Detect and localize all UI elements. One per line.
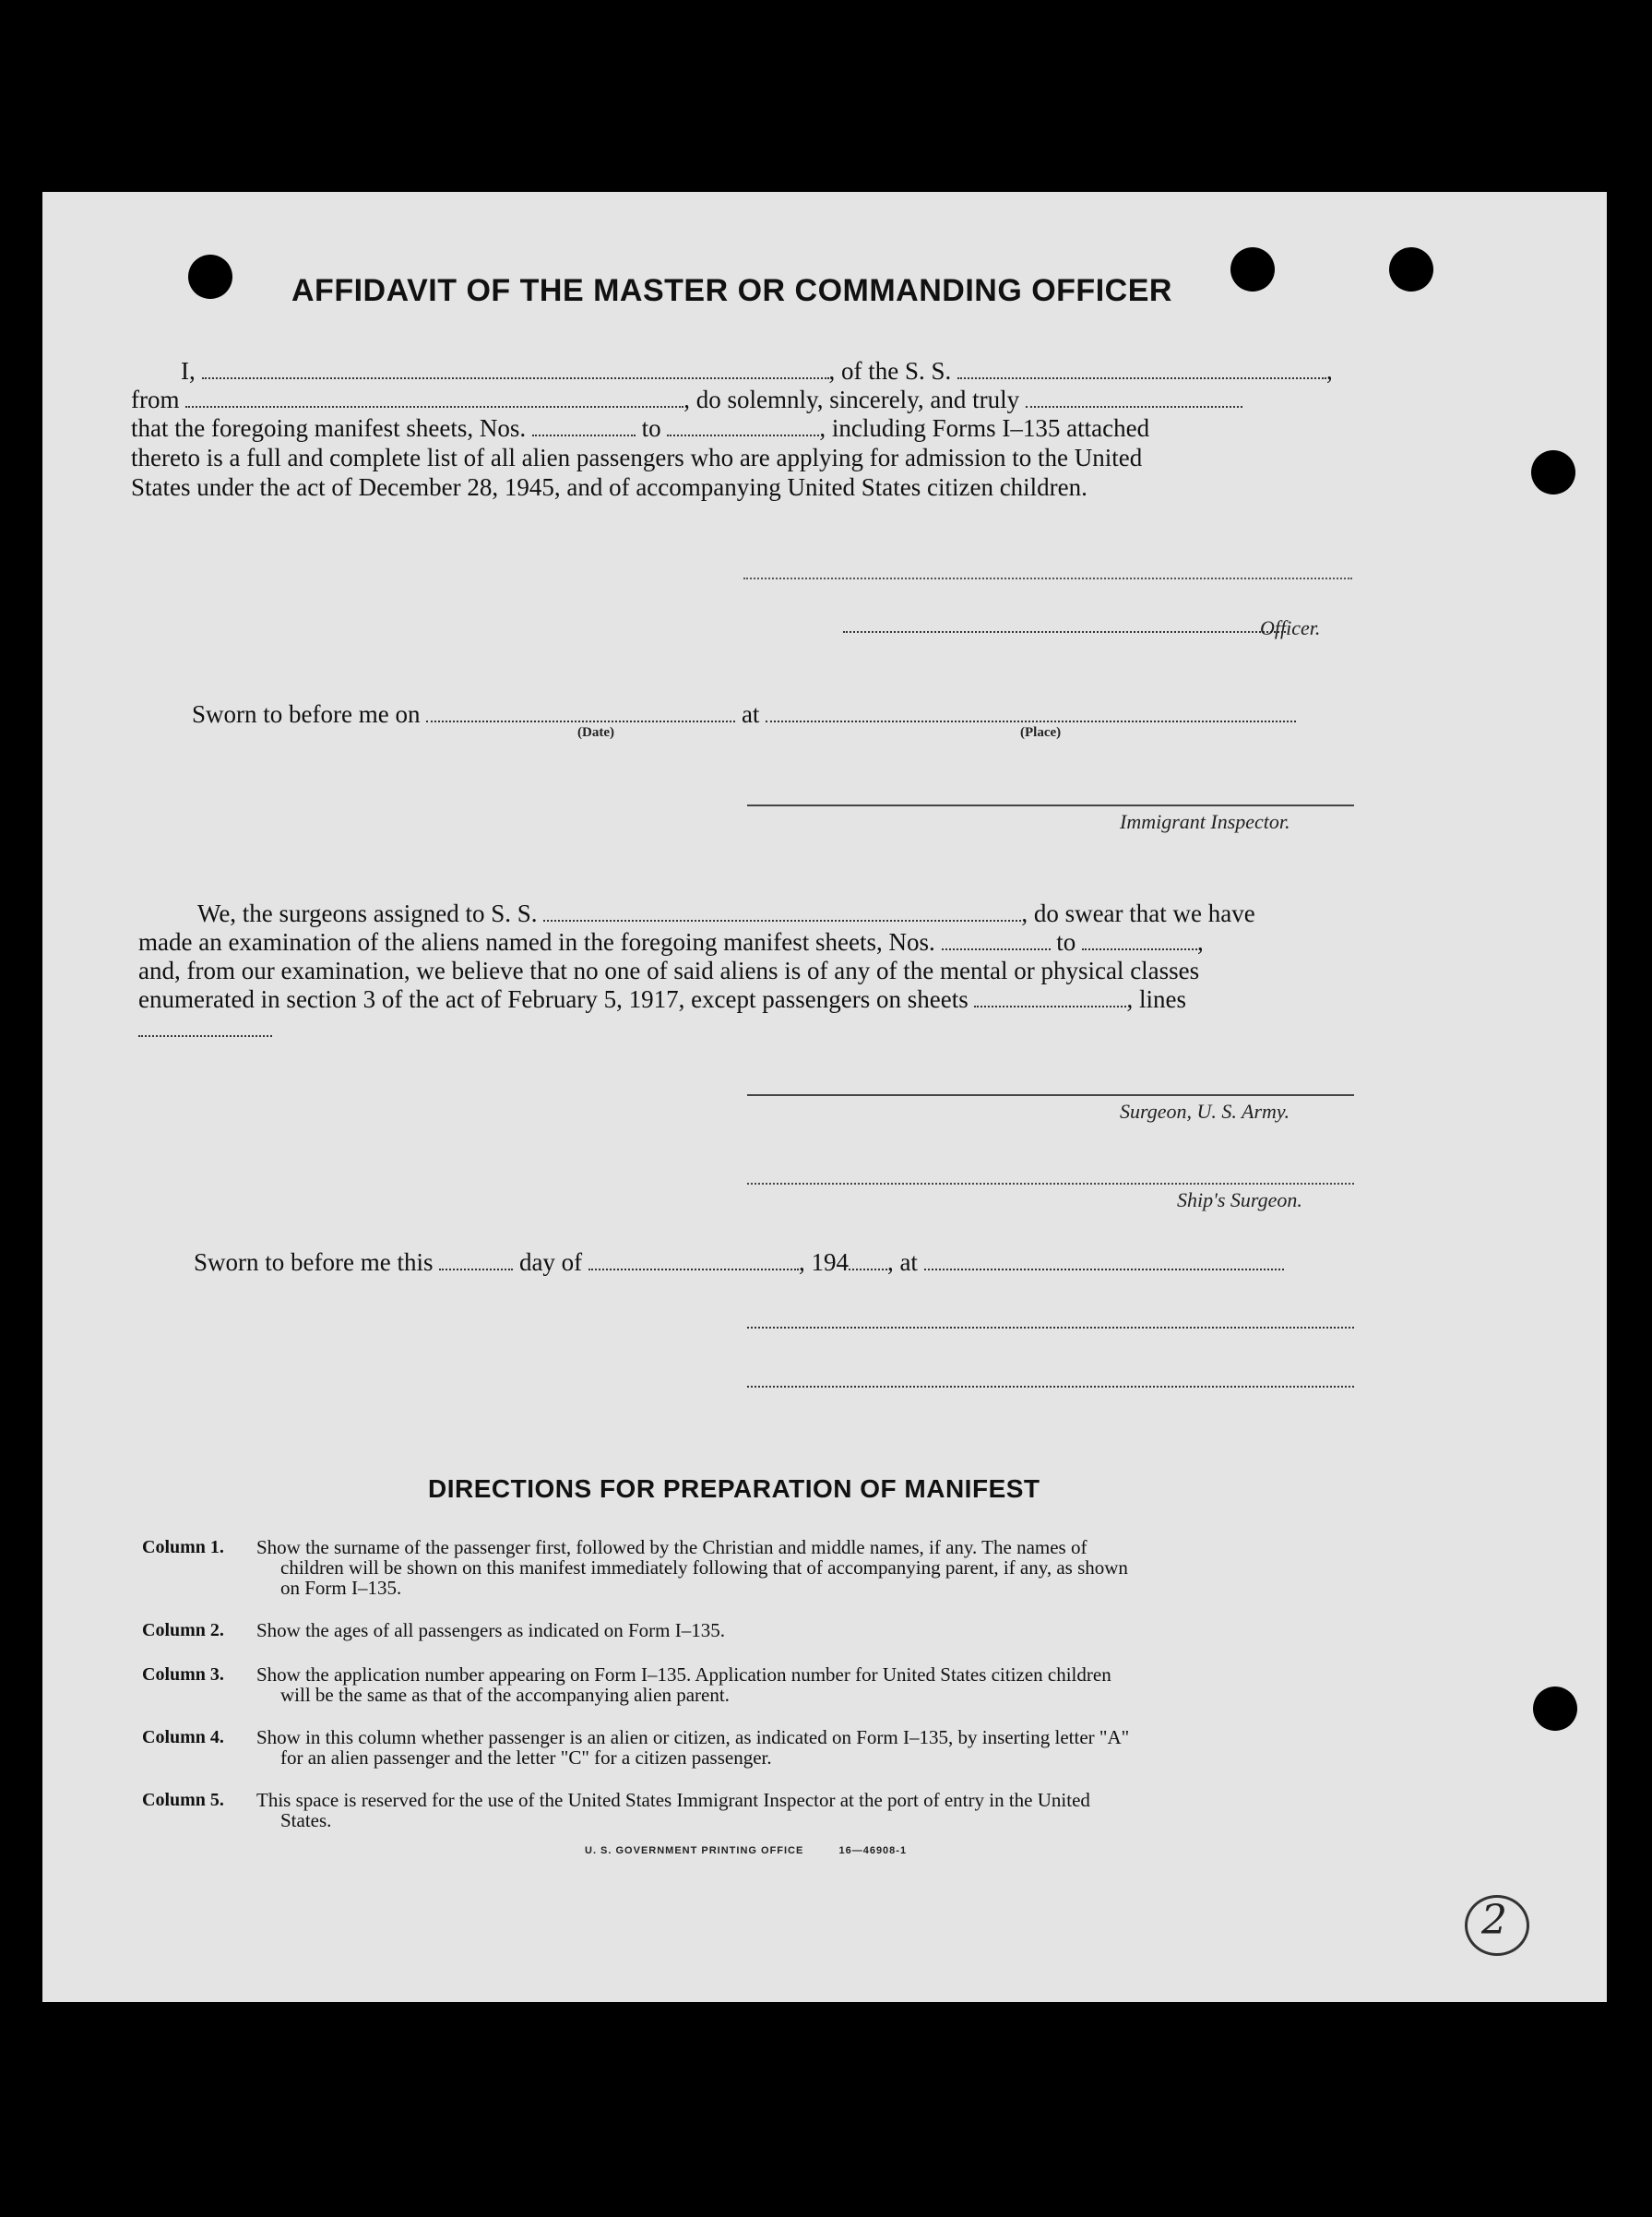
printing-footer (585, 1845, 907, 1856)
comma-2: , (1197, 928, 1204, 956)
place-field[interactable] (766, 713, 1296, 722)
affidavit-title: AFFIDAVIT OF THE MASTER OR COMMANDING OFFICER (291, 273, 1172, 308)
inspector-line[interactable] (747, 805, 1354, 806)
ship-field[interactable] (957, 370, 1326, 379)
text-at-2: , at (886, 1248, 918, 1276)
affidavit-line-1 (181, 356, 1333, 386)
year-field[interactable] (849, 1261, 887, 1270)
sworn-signature-line-1[interactable] (747, 1327, 1354, 1329)
army-surgeon-label: Surgeon, U. S. Army. (1120, 1100, 1290, 1123)
date-field[interactable] (426, 713, 735, 722)
direction-text: for an alien passenger and the letter "C" for a citizen passenger. (280, 1746, 772, 1769)
text-to: to (641, 414, 661, 442)
footer-code: 16—46908-1 (838, 1845, 908, 1856)
text-sheets: that the foregoing manifest sheets, Nos. (131, 414, 527, 442)
surgeon-ship-field[interactable] (543, 912, 1021, 922)
direction-column-1 (142, 1537, 1128, 1598)
month-field[interactable] (588, 1261, 799, 1270)
direction-text: Show the application number appearing on Form I–135. Application number for United States citizen children (256, 1663, 1111, 1686)
ship-surgeon-label: Ship's Surgeon. (1177, 1188, 1302, 1211)
surgeons-line-3: and, from our examination, we believe that no one of said aliens is of any of the mental or physical classes (138, 957, 1200, 984)
text-enumerated: enumerated in section 3 of the act of February 5, 1917, except passengers on sheets (138, 985, 969, 1013)
day-field[interactable] (439, 1261, 513, 1270)
sworn-line-2 (194, 1247, 1284, 1277)
surgeons-line-1 (197, 899, 1255, 928)
sheets-to-field[interactable] (667, 427, 819, 436)
direction-label: Column 2. (142, 1620, 224, 1640)
swear-field[interactable] (1026, 399, 1242, 408)
direction-text: will be the same as that of the accompanying alien parent. (280, 1684, 730, 1706)
surgeon-sheets-from[interactable] (942, 941, 1051, 950)
text-at: at (741, 700, 760, 728)
direction-text: children will be shown on this manifest immediately following that of accompanying parent, if any, as shown (280, 1556, 1128, 1579)
sworn-signature-line-2[interactable] (747, 1386, 1354, 1388)
surgeons-line-2 (138, 927, 1204, 957)
signature-line[interactable] (743, 578, 1352, 579)
direction-column-2 (142, 1620, 725, 1640)
affidavit-line-5: States under the act of December 28, 1945, and of accompanying United States citizen children. (131, 473, 1087, 501)
surgeon-sheets-to[interactable] (1082, 941, 1197, 950)
direction-text: Show in this column whether passenger is an alien or citizen, as indicated on Form I–135, by inserting letter "A" (256, 1726, 1130, 1748)
except-sheets-field[interactable] (974, 998, 1126, 1007)
surgeons-line-4 (138, 984, 1186, 1014)
text-sworn-this: Sworn to before me this (194, 1248, 434, 1276)
text-forms: , including Forms I–135 attached (819, 414, 1150, 442)
punch-hole (1230, 247, 1275, 292)
direction-text: Show the ages of all passengers as indicated on Form I–135. (256, 1619, 725, 1641)
lines-field[interactable] (138, 1035, 272, 1037)
direction-text: States. (280, 1809, 332, 1831)
text-sworn: Sworn to before me on (192, 700, 421, 728)
text-day-of: day of (518, 1248, 583, 1276)
punch-hole (188, 255, 232, 299)
direction-column-3 (142, 1664, 1111, 1705)
text-to-2: to (1056, 928, 1076, 956)
name-field[interactable] (202, 370, 829, 379)
punch-hole (1531, 450, 1575, 495)
officer-line[interactable] (843, 631, 1286, 633)
text-of-ss: , of the S. S. (828, 357, 952, 385)
from-field[interactable] (185, 399, 683, 408)
directions-title: DIRECTIONS FOR PREPARATION OF MANIFEST (428, 1474, 1040, 1503)
direction-column-5 (142, 1790, 1090, 1830)
footer-printer: U. S. GOVERNMENT PRINTING OFFICE (585, 1845, 804, 1856)
direction-label: Column 5. (142, 1790, 224, 1810)
sworn-line-1 (192, 699, 1296, 729)
affidavit-line-2 (131, 385, 1242, 414)
affidavit-line-4: thereto is a full and complete list of all alien passengers who are applying for admission to the United (131, 444, 1143, 471)
direction-column-4 (142, 1727, 1129, 1768)
text-year: , 194 (798, 1248, 849, 1276)
text-surgeons: We, the surgeons assigned to S. S. (197, 900, 538, 927)
ship-surgeon-line[interactable] (747, 1183, 1354, 1185)
comma: , (1326, 357, 1333, 385)
text-from: from (131, 386, 180, 413)
text-examination: made an examination of the aliens named in the foregoing manifest sheets, Nos. (138, 928, 935, 956)
location-field[interactable] (924, 1261, 1284, 1270)
direction-label: Column 4. (142, 1727, 224, 1747)
affidavit-line-3 (131, 413, 1149, 443)
sheets-from-field[interactable] (532, 427, 636, 436)
army-surgeon-line[interactable] (747, 1094, 1354, 1096)
direction-text: on Form I–135. (280, 1577, 402, 1599)
punch-hole (1533, 1687, 1577, 1731)
text-do-swear: , do swear that we have (1021, 900, 1255, 927)
text-lines: , lines (1126, 985, 1186, 1013)
date-label: (Date) (577, 725, 614, 740)
text-swear: , do solemnly, sincerely, and truly (683, 386, 1020, 413)
direction-text: Show the surname of the passenger first, followed by the Christian and middle names, if any. The names of (256, 1536, 1087, 1558)
page-number-mark: 2 (1481, 1897, 1507, 1944)
officer-label: Officer. (1260, 616, 1321, 639)
inspector-label: Immigrant Inspector. (1120, 810, 1290, 833)
document-page (42, 192, 1607, 2002)
direction-label: Column 1. (142, 1537, 224, 1557)
place-label: (Place) (1020, 725, 1062, 740)
direction-text: This space is reserved for the use of the United States Immigrant Inspector at the port of entry in the United (256, 1789, 1090, 1811)
text-i: I, (181, 357, 196, 385)
punch-hole (1389, 247, 1433, 292)
direction-label: Column 3. (142, 1664, 224, 1685)
